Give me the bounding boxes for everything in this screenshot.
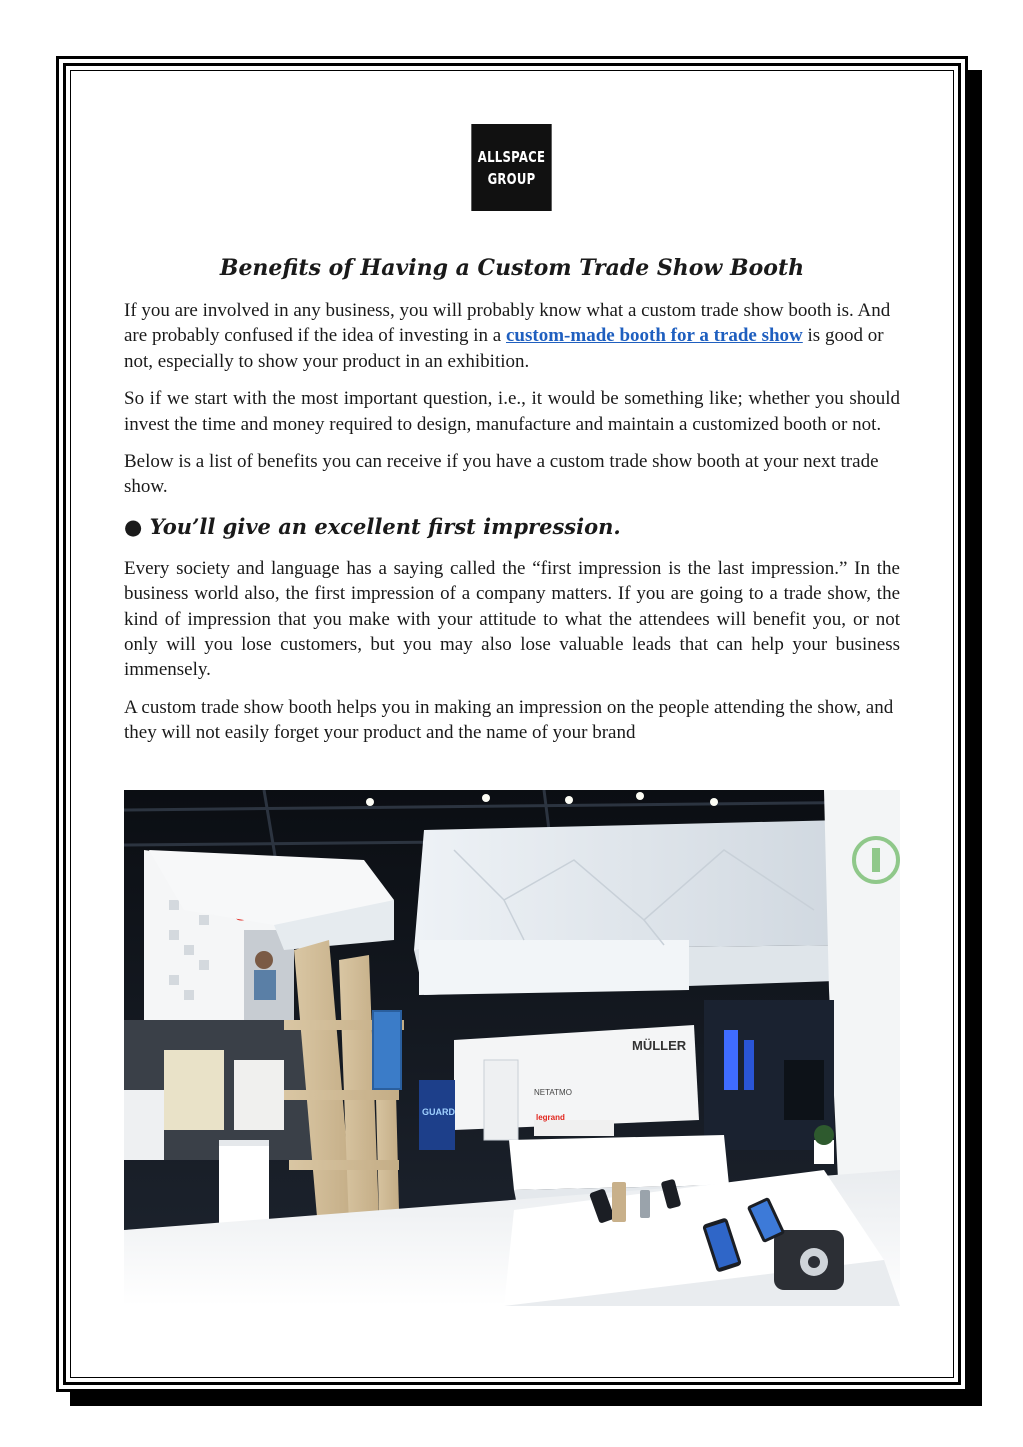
logo-line-2: GROUP: [487, 169, 536, 188]
list-intro-paragraph: Below is a list of benefits you can receive if you have a custom trade show booth at your next trade show.: [124, 451, 879, 498]
custom-booth-link[interactable]: custom-made booth for a trade show: [506, 325, 803, 347]
intro-text-end: is good or not, especially to show your product in an exhibition.: [124, 325, 884, 372]
custom-booth-paragraph: A custom trade show booth helps you in making an impression on the people attending the show, and they will not easily forget your product and the name of your brand: [124, 696, 894, 744]
legrand-wall-label: legrand: [536, 1113, 565, 1122]
muller-wall-logo: MÜLLER: [632, 1038, 687, 1053]
logo-line-1: ALLSPACE: [477, 147, 546, 166]
first-impression-heading: ● You’ll give an excellent first impression.: [124, 513, 621, 539]
intro-text-start: If you are involved in any business, you will probably know what a custom trade show booth is. And are probably confused if the idea of investing in a: [124, 300, 891, 347]
company-logo: [471, 124, 551, 211]
question-paragraph: So if we start with the most important question, i.e., it would be something like; whether you should invest the time and money required to design, manufacture and maintain a customized booth or not.: [124, 388, 900, 435]
netatmo-wall-label: NETATMO: [534, 1088, 572, 1097]
guard-screen-text: GUARD: [422, 1107, 455, 1117]
first-impression-paragraph: Every society and language has a saying called the “first impression is the last impression.” In the business world also, the first impression of a company matters. If you are going to a trade show, the kind of impression that you make with your attitude to what the attendees will benefit you, or not only will you lose customers, but you may also lose valuable leads that can help your business immensely.: [124, 557, 900, 681]
trade-show-booth-photo: [124, 790, 900, 1306]
article-body: [124, 250, 900, 758]
article-title: Benefits of Having a Custom Trade Show Booth: [219, 255, 805, 281]
intro-paragraph: [124, 298, 900, 374]
